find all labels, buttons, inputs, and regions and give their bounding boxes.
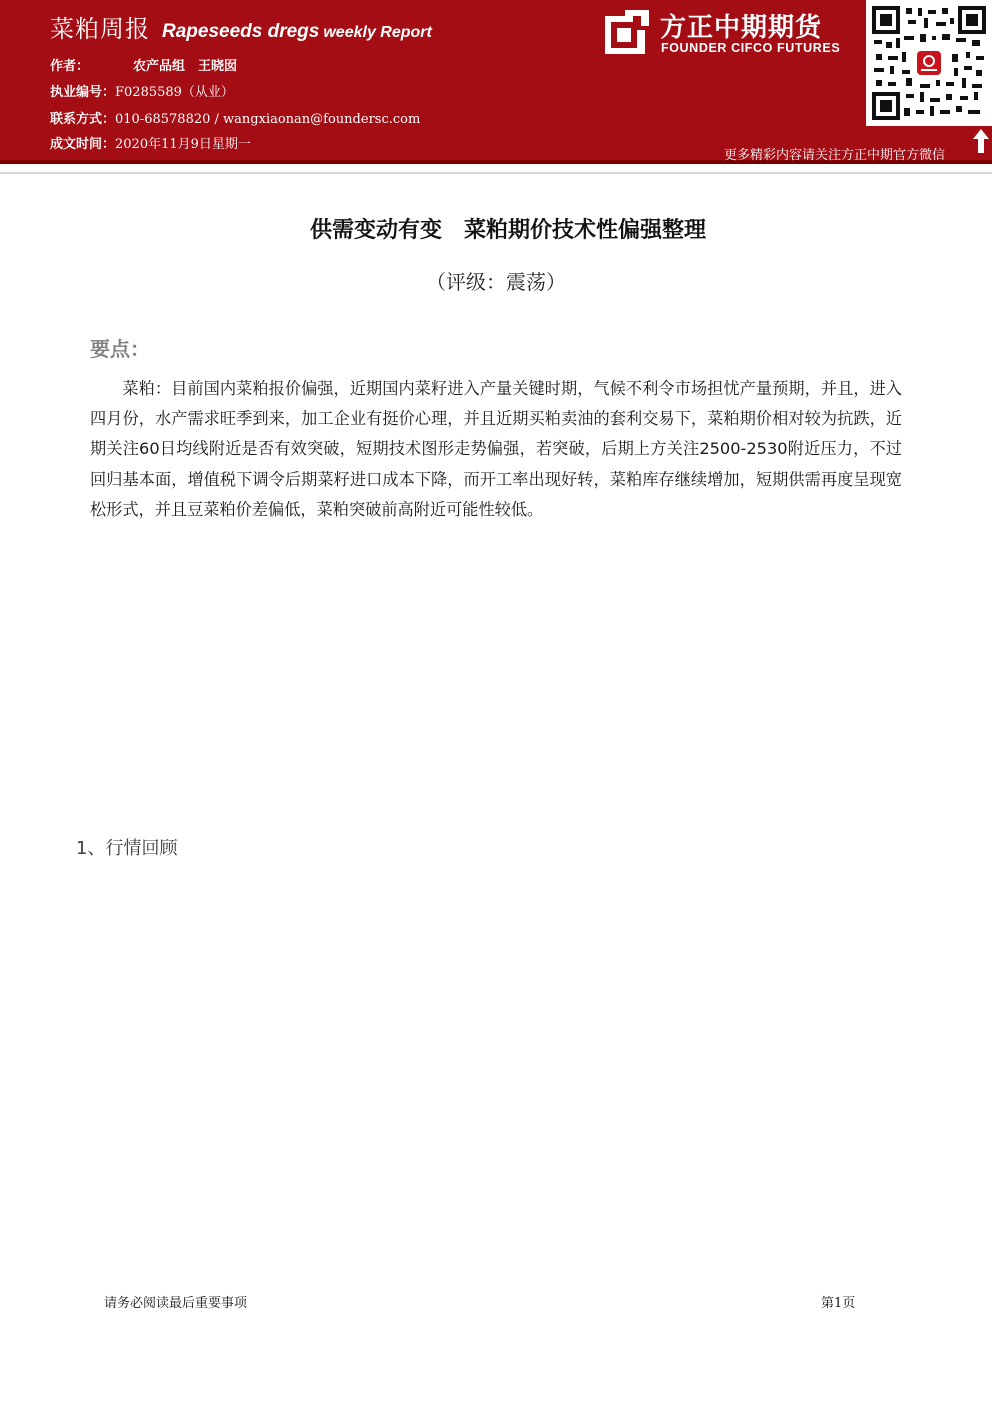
author-line — [50, 55, 237, 74]
rating: （评级：震荡） — [426, 270, 566, 294]
wechat-follow-note: 更多精彩内容请关注方正中期官方微信 — [724, 148, 946, 163]
license-line — [50, 81, 234, 100]
page-number: 第1页 — [821, 1296, 856, 1311]
date-label: 成文时间： — [50, 137, 116, 152]
footer-notice: 请务必阅读最后重要事项 — [104, 1296, 248, 1311]
logo-text-en: FOUNDER CIFCO FUTURES — [661, 41, 841, 55]
keypoints-paragraph: 菜粕：目前国内菜粕报价偏强，近期国内菜籽进入产量关键时期，气候不利令市场担忧产量预期，并且，进入四月份，水产需求旺季到来，加工企业有挺价心理，并且近期买粕卖油的套利交易下，菜粕期价相对较为抗跌，近期关注60日均线附近是否有效突破，短期技术图形走势偏强，若突破，后期上方关注2500-2530附近压力，不过回归基本面，增值税下调令后期菜籽进口成本下降，而开工率出现好转，菜粕库存继续增加，短期供需再度呈现宽松形式，并且豆菜粕价差偏低，菜粕突破前高附近可能性较低。 — [90, 379, 902, 519]
date-line — [50, 133, 251, 152]
arrow-up-icon — [972, 128, 990, 154]
date-value: 2020年11月9日星期一 — [115, 137, 251, 152]
keypoints-heading: 要点： — [90, 337, 150, 361]
report-title-en: Rapeseeds dregs — [162, 21, 320, 42]
company-logo — [603, 8, 861, 60]
header-gray-rule — [0, 172, 992, 174]
document-title: 供需变动有变 菜粕期价技术性偏强整理 — [309, 218, 706, 243]
contact-label: 联系方式： — [50, 112, 116, 127]
report-title — [50, 9, 432, 44]
qr-code-icon — [872, 6, 986, 120]
section-heading-market-review: 1、行情回顾 — [76, 838, 178, 859]
author-value: 农产品组 王晓囡 — [133, 59, 238, 74]
author-label: 作者： — [50, 59, 90, 74]
report-title-en-weekly: weekly Report — [323, 24, 432, 41]
qr-code — [866, 0, 992, 126]
contact-line — [50, 108, 420, 127]
license-label: 执业编号： — [50, 85, 116, 100]
logo-mark-icon — [603, 8, 651, 56]
license-value: F0285589（从业） — [115, 85, 234, 100]
logo-text-cn: 方正中期期货 — [660, 13, 823, 43]
report-title-cn: 菜粕周报 — [50, 15, 150, 43]
contact-value: 010-68578820 / wangxiaonan@foundersc.com — [115, 112, 421, 127]
